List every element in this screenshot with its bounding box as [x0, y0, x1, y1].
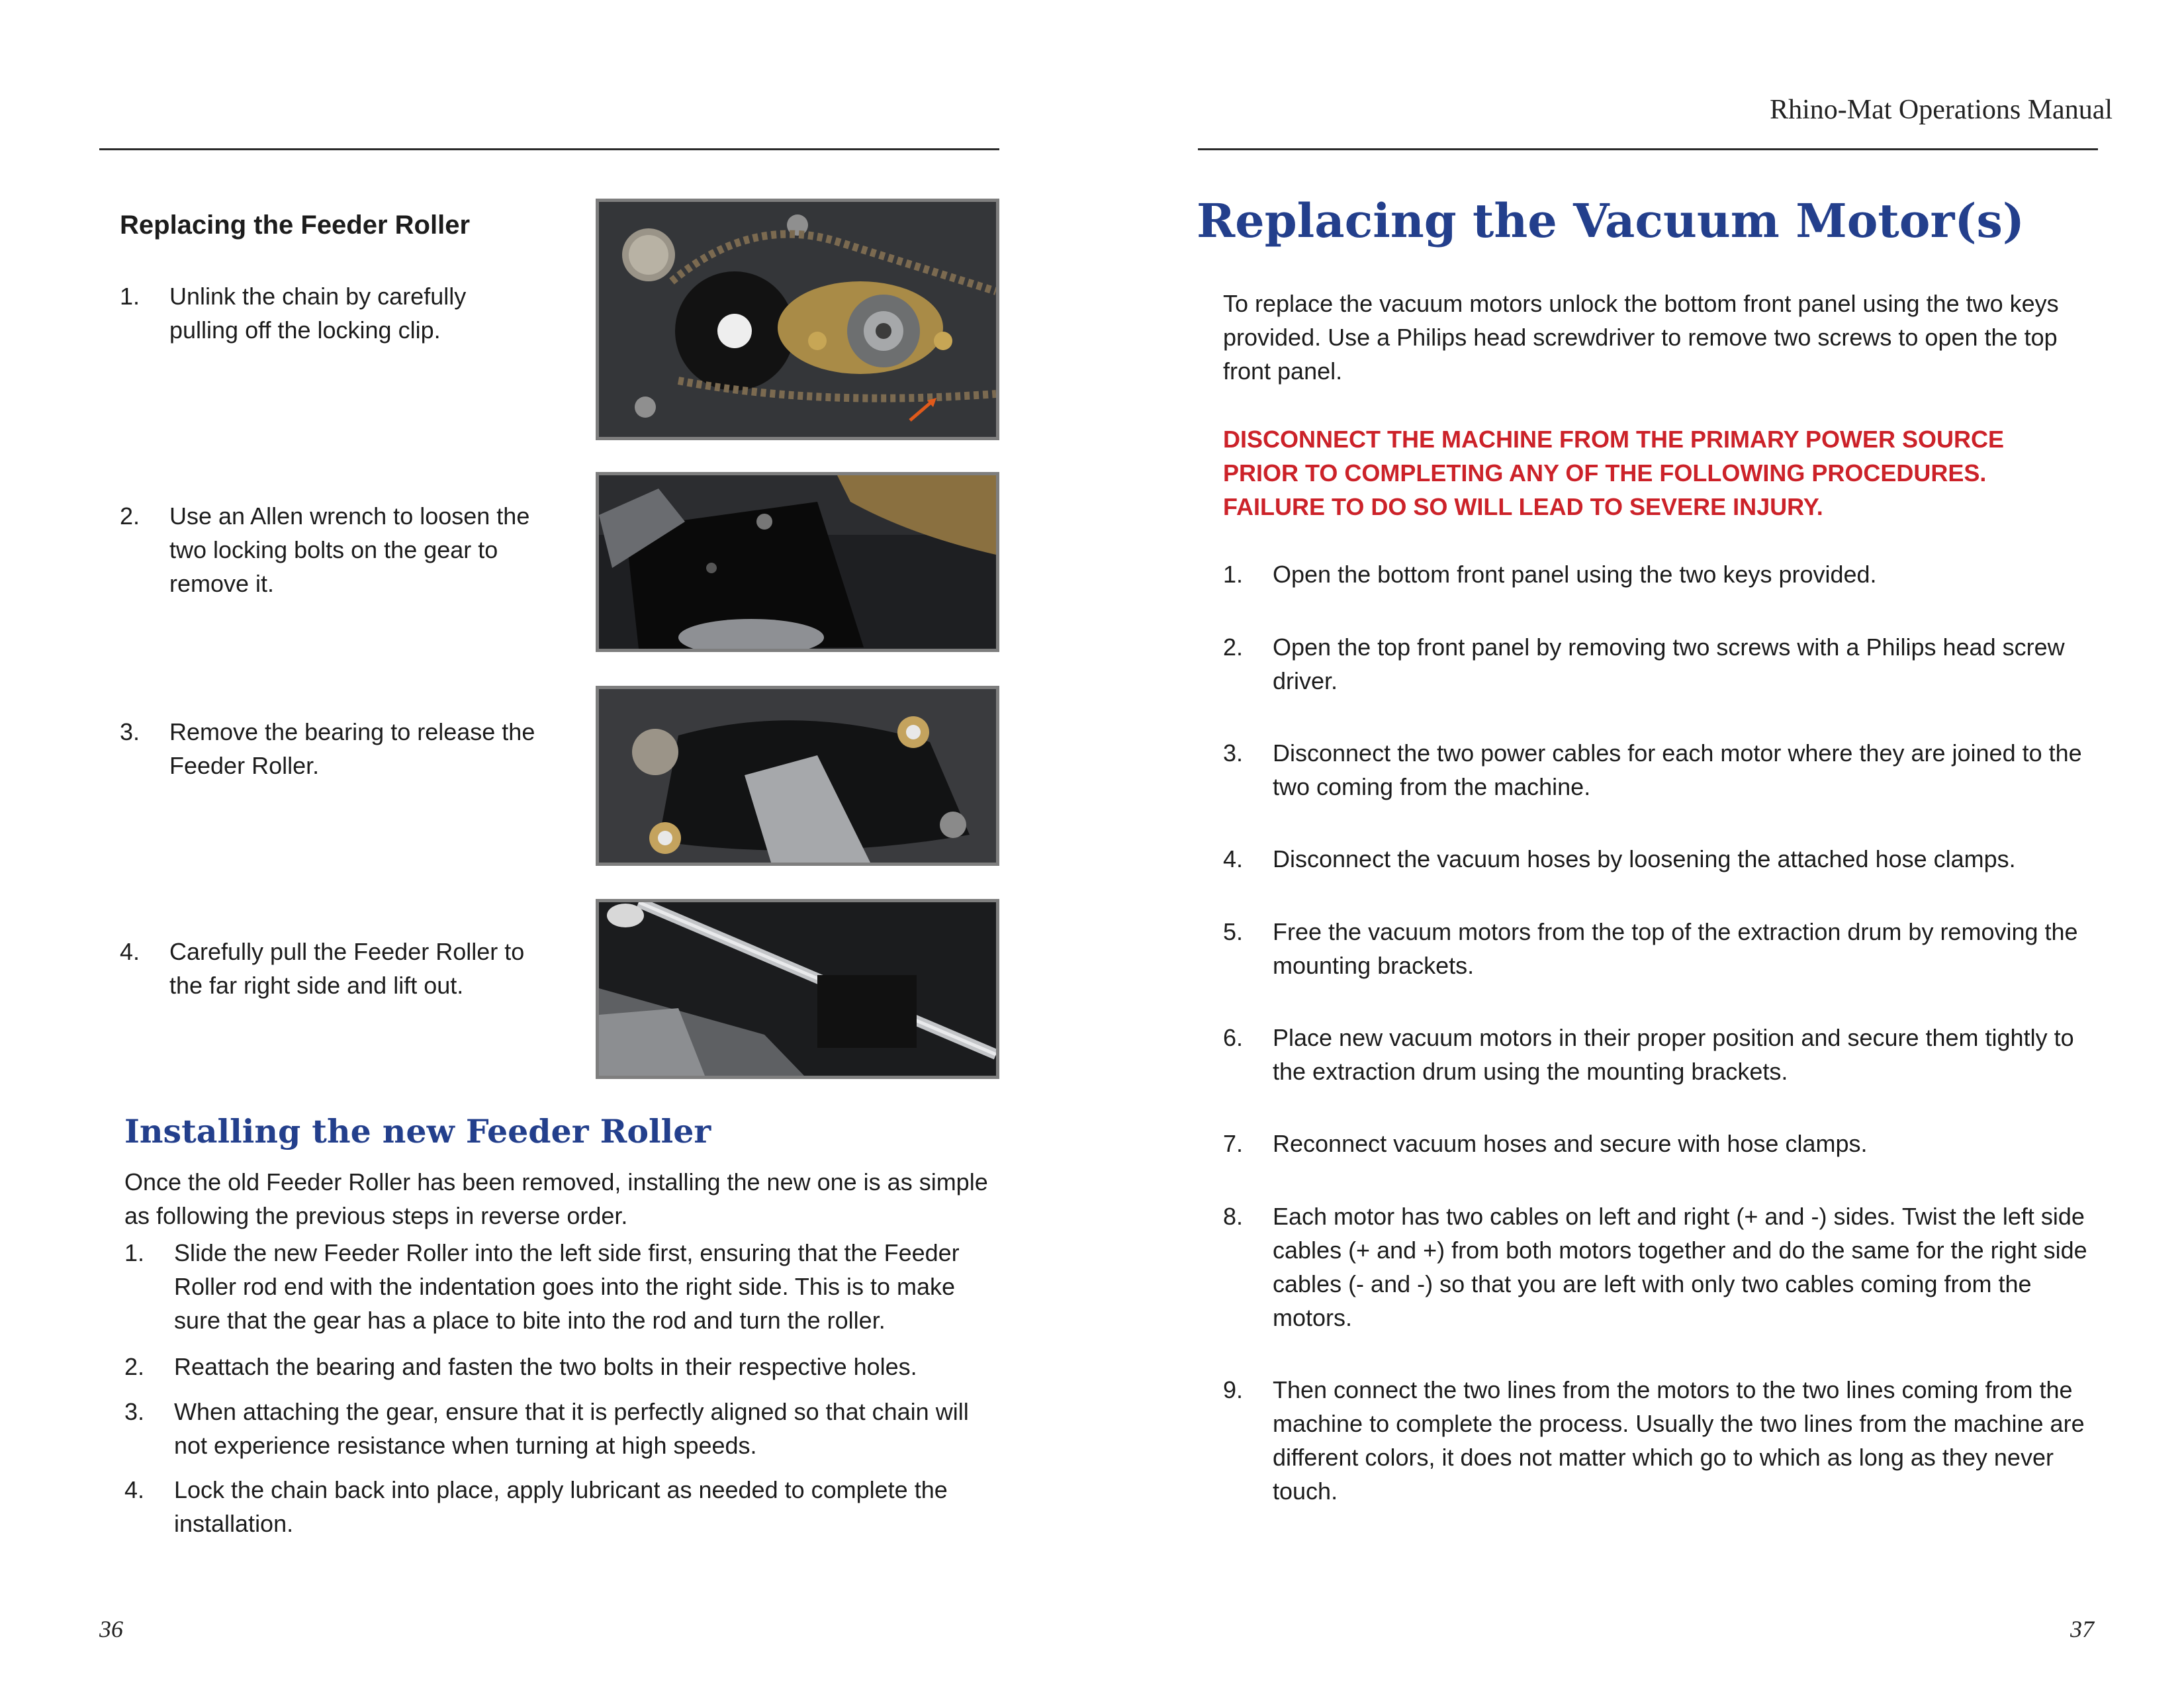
step-text: Reconnect vacuum hoses and secure with hose clamps. [1273, 1130, 1868, 1157]
feeder-step-4 [120, 935, 583, 1008]
left-header-rule [99, 148, 999, 150]
step-number: 8. [1223, 1203, 1244, 1230]
step-number: 5. [1223, 918, 1244, 945]
item-number: 3. [124, 1398, 145, 1425]
item-number: 2. [124, 1353, 145, 1380]
step-text: Open the top front panel by removing two screws with a Philips head screw driver. [1273, 633, 2065, 694]
item-number: 4. [124, 1476, 145, 1503]
vacuum-steps-list [1223, 557, 2097, 1517]
step-number: 1. [1223, 561, 1244, 588]
install-list [124, 1236, 998, 1547]
step-number: 9. [1223, 1376, 1244, 1403]
step-text: Carefully pull the Feeder Roller to the far right side and lift out. [169, 938, 525, 999]
feeder-step-2 [120, 499, 570, 605]
feeder-roller-subheading: Replacing the Feeder Roller [120, 211, 471, 240]
feeder-step-1 [120, 279, 570, 352]
item-text: Lock the chain back into place, apply lubricant as needed to complete the installation. [174, 1476, 948, 1537]
install-intro: Once the old Feeder Roller has been removed, installing the new one is as simple as following the previous steps in reverse order. [124, 1168, 988, 1229]
step-text: Each motor has two cables on left and right (+ and -) sides. Twist the left side cables (+ and +) from both motors together and do the same for the right side cables (- and -) so that you are left with only two cables coming from the motors. [1273, 1203, 2087, 1331]
item-text: Reattach the bearing and fasten the two bolts in their respective holes. [174, 1353, 917, 1380]
step-number: 6. [1223, 1024, 1244, 1051]
step-text: Then connect the two lines from the motors to the two lines coming from the machine to complete the process. Usually the two lines from the machine are different colors, it does not matter which go to which as long as they never touch. [1273, 1376, 2085, 1505]
step-number: 7. [1223, 1130, 1244, 1157]
feeder-step-3 [120, 715, 570, 788]
roller-photo [596, 899, 999, 1079]
step-text: Disconnect the vacuum hoses by loosening the attached hose clamps. [1273, 845, 2016, 872]
step-number: 3. [1223, 739, 1244, 767]
bearing-photo [596, 686, 999, 866]
chain-sprocket-photo [596, 199, 999, 440]
step-number: 1. [120, 283, 140, 310]
step-number: 4. [1223, 845, 1244, 872]
running-head: Rhino-Mat Operations Manual [1770, 95, 2113, 125]
vacuum-motor-title: Replacing the Vacuum Motor(s) [1197, 193, 2025, 248]
step-text: Use an Allen wrench to loosen the two locking bolts on the gear to remove it. [169, 502, 530, 597]
left-page-number: 36 [99, 1616, 123, 1642]
step-text: Free the vacuum motors from the top of the extraction drum by removing the mounting brackets. [1273, 918, 2078, 979]
right-header-rule [1198, 148, 2098, 150]
item-number: 1. [124, 1239, 145, 1266]
step-text: Disconnect the two power cables for each motor where they are joined to the two coming from the machine. [1273, 739, 2082, 800]
item-text: When attaching the gear, ensure that it is perfectly aligned so that chain will not experience resistance when turning at high speeds. [174, 1398, 969, 1459]
step-number: 4. [120, 938, 140, 965]
step-number: 2. [120, 502, 140, 530]
step-number: 3. [120, 718, 140, 745]
vacuum-intro: To replace the vacuum motors unlock the bottom front panel using the two keys provided. Use a Philips head screwdriver to remove two screws to open the top front panel. [1223, 290, 2059, 385]
step-text: Place new vacuum motors in their proper position and secure them tightly to the extraction drum using the mounting brackets. [1273, 1024, 2074, 1085]
step-text: Unlink the chain by carefully pulling off the locking clip. [169, 283, 467, 344]
item-text: Slide the new Feeder Roller into the left side first, ensuring that the Feeder Roller rod end with the indentation goes into the right side. This is to make sure that the gear has a place to bite into the rod and turn the roller. [174, 1239, 960, 1334]
power-warning: DISCONNECT THE MACHINE FROM THE PRIMARY POWER SOURCE PRIOR TO COMPLETING ANY OF THE FOLLOWING PROCEDURES. FAILURE TO DO SO WILL LEAD TO SEVERE INJURY. [1223, 426, 2005, 520]
step-text: Open the bottom front panel using the two keys provided. [1273, 561, 1877, 588]
gear-closeup-photo [596, 472, 999, 652]
step-number: 2. [1223, 633, 1244, 661]
right-page-number: 37 [2070, 1616, 2094, 1642]
install-section-title: Installing the new Feeder Roller [124, 1112, 711, 1150]
step-text: Remove the bearing to release the Feeder Roller. [169, 718, 535, 779]
